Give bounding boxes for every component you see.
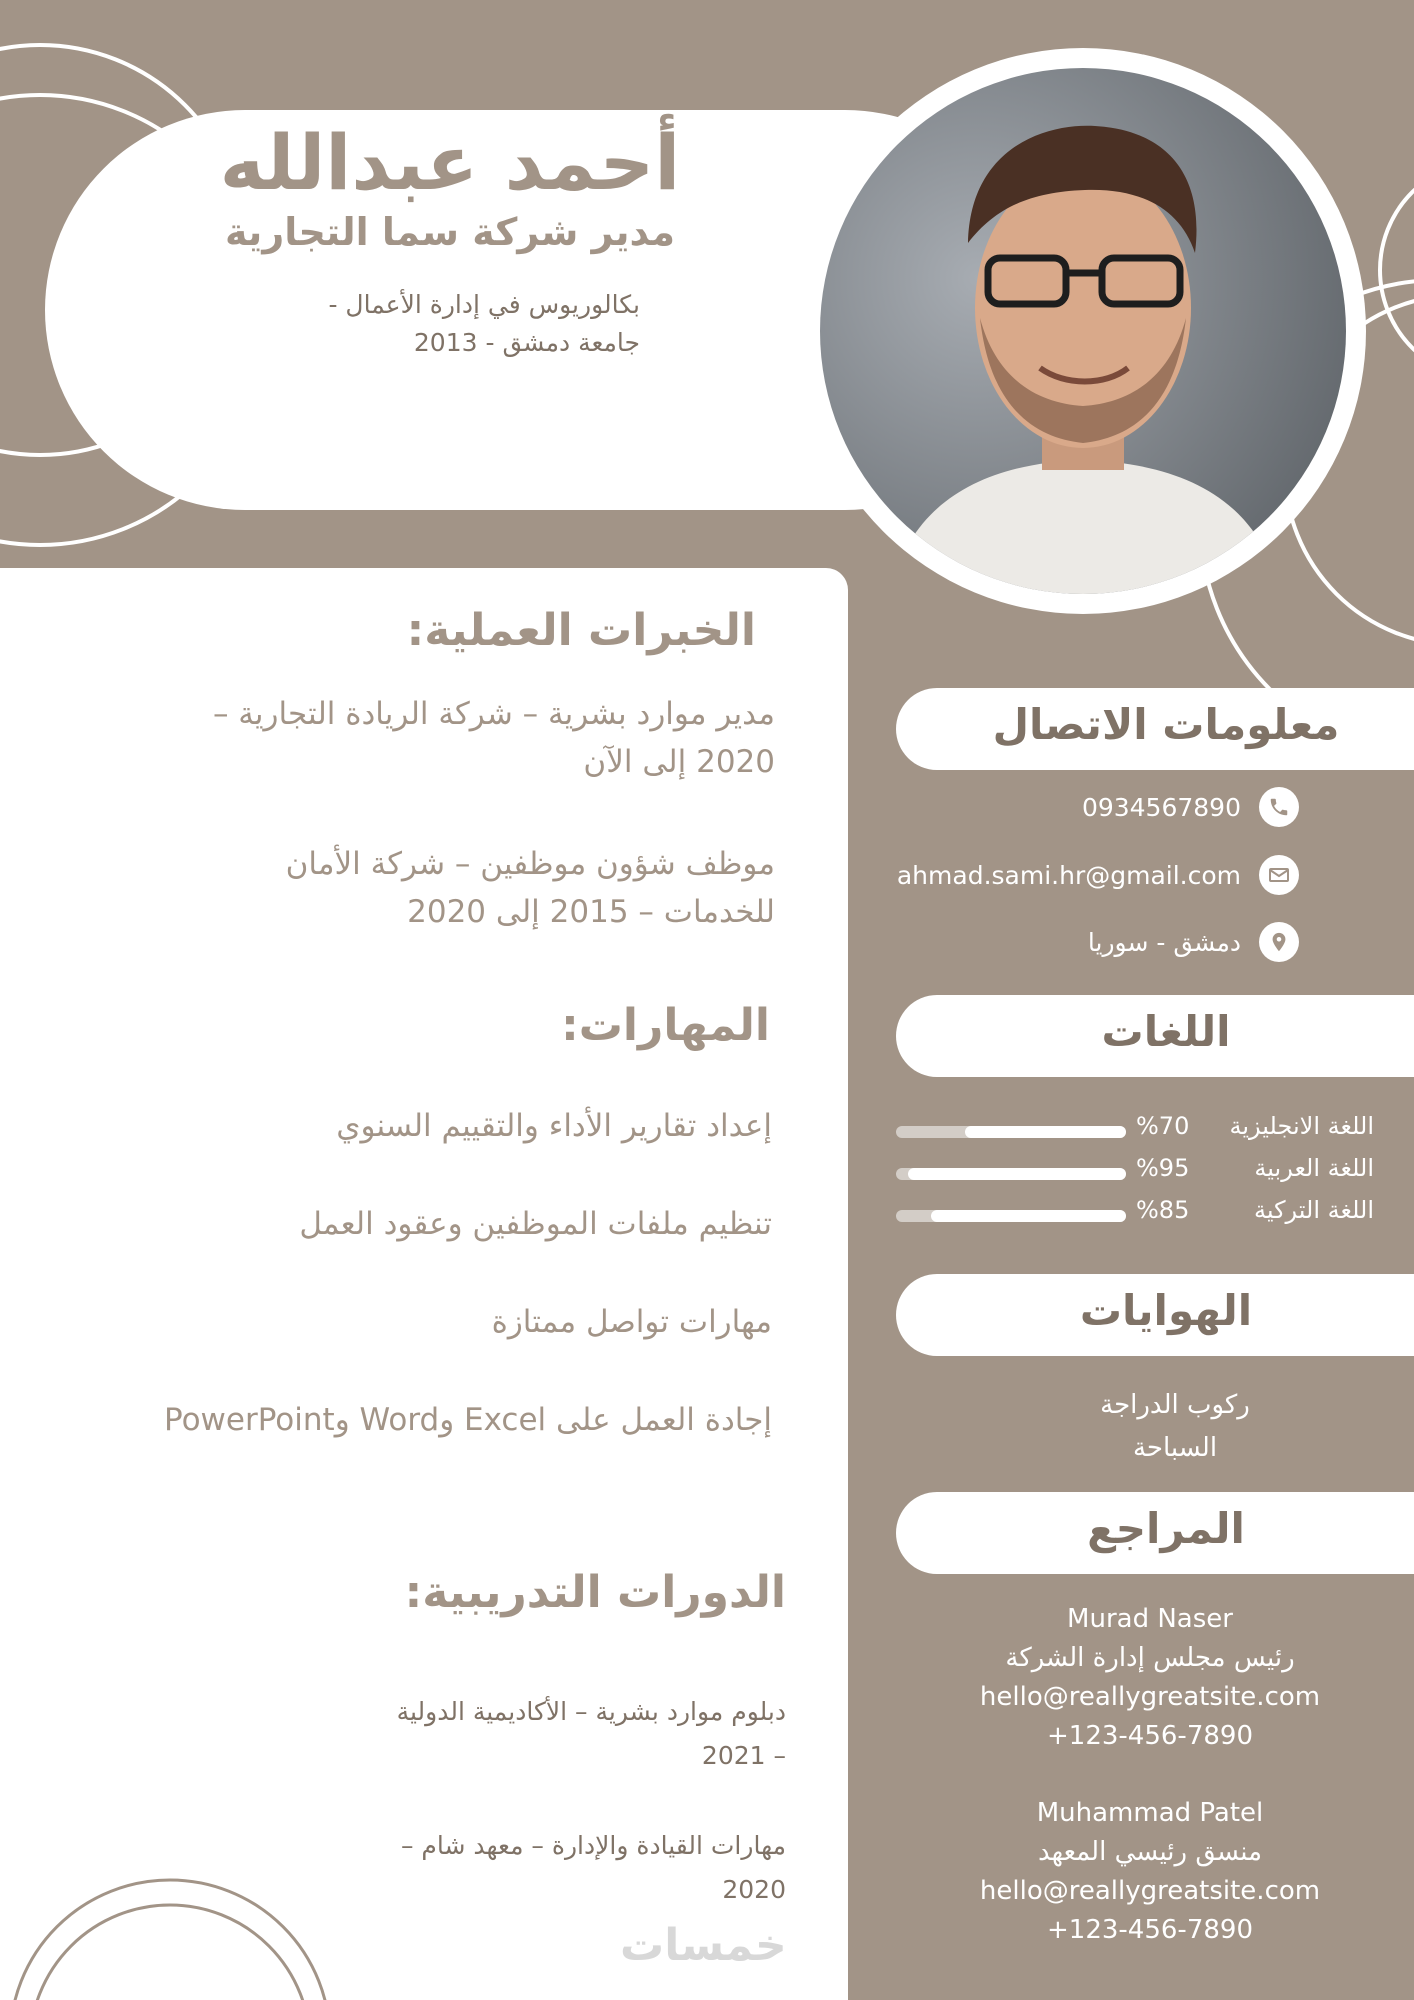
education-line-2: جامعة دمشق - 2013 xyxy=(413,328,640,357)
hobby-item: ركوب الدراجة xyxy=(1100,1390,1250,1420)
contact-title: معلومات الاتصال xyxy=(992,700,1340,749)
location-icon xyxy=(1259,922,1299,962)
hobby-item: السباحة xyxy=(1132,1433,1218,1463)
language-name: اللغة الانجليزية xyxy=(1229,1112,1374,1140)
reference-card xyxy=(900,1794,1400,1950)
reference-phone[interactable]: +123-456-7890 xyxy=(1047,1721,1253,1751)
education-line-1: بكالوريوس في إدارة الأعمال - xyxy=(328,290,640,319)
language-percent: %95 xyxy=(1136,1154,1190,1182)
language-row xyxy=(0,1196,1414,1236)
experience-title: الخبرات العملية: xyxy=(406,605,756,656)
reference-name: Murad Naser xyxy=(1067,1604,1233,1634)
experience-item: موظف شؤون موظفين – شركة الأمان للخدمات – 2015 إلى 2020 xyxy=(285,846,775,930)
skill-item: تنظيم ملفات الموظفين وعقود العمل xyxy=(299,1206,772,1242)
contact-location-row xyxy=(1088,922,1299,962)
watermark: خمسات xyxy=(620,1920,787,1971)
language-row xyxy=(0,1154,1414,1194)
skill-item: إعداد تقارير الأداء والتقييم السنوي xyxy=(336,1108,772,1144)
language-bar xyxy=(896,1126,1126,1138)
contact-phone-row xyxy=(1082,787,1299,827)
bottom-left-decoration xyxy=(0,1840,360,2000)
language-bar-fill xyxy=(931,1210,1127,1222)
language-bar xyxy=(896,1168,1126,1180)
references-title: المراجع xyxy=(1087,1504,1245,1553)
language-row xyxy=(0,1112,1414,1152)
skill-item: مهارات تواصل ممتازة xyxy=(491,1304,772,1340)
email-icon xyxy=(1259,855,1299,895)
skills-title: المهارات: xyxy=(561,1000,770,1051)
job-title: مدير شركة سما التجارية xyxy=(225,210,675,254)
reference-position: رئيس مجلس إدارة الشركة xyxy=(1005,1643,1295,1673)
reference-email[interactable]: hello@reallygreatsite.com xyxy=(979,1682,1321,1712)
language-bar xyxy=(896,1210,1126,1222)
reference-phone[interactable]: +123-456-7890 xyxy=(1047,1915,1253,1945)
profile-photo xyxy=(820,68,1346,594)
language-bar-fill xyxy=(908,1168,1127,1180)
experience-item: مدير موارد بشرية – شركة الريادة التجارية – 2020 إلى الآن xyxy=(212,696,775,780)
contact-email-row xyxy=(897,855,1299,895)
language-name: اللغة العربية xyxy=(1254,1154,1374,1182)
phone-icon xyxy=(1259,787,1299,827)
languages-title: اللغات xyxy=(1101,1007,1231,1056)
contact-phone[interactable]: 0934567890 xyxy=(1081,792,1241,822)
education xyxy=(280,286,640,362)
reference-card xyxy=(900,1600,1400,1756)
courses-title: الدورات التدريبية: xyxy=(404,1567,786,1618)
language-bar-fill xyxy=(965,1126,1126,1138)
language-percent: %70 xyxy=(1136,1112,1190,1140)
reference-email[interactable]: hello@reallygreatsite.com xyxy=(979,1876,1321,1906)
language-percent: %85 xyxy=(1136,1196,1190,1224)
contact-location: دمشق - سوريا xyxy=(1087,927,1241,957)
hobbies-title: الهوايات xyxy=(1079,1286,1253,1335)
skill-item: إجادة العمل على Excel وWord وPowerPoint xyxy=(163,1402,772,1438)
reference-name: Muhammad Patel xyxy=(1036,1798,1264,1828)
person-name: أحمد عبدالله xyxy=(219,118,681,207)
contact-email[interactable]: ahmad.sami.hr@gmail.com xyxy=(896,860,1241,890)
course-item: دبلوم موارد بشرية – الأكاديمية الدولية – 2021 xyxy=(396,1697,786,1770)
language-name: اللغة التركية xyxy=(1254,1196,1374,1224)
course-item: مهارات القيادة والإدارة – معهد شام – 2020 xyxy=(400,1831,786,1904)
reference-position: منسق رئيسي المعهد xyxy=(1037,1837,1263,1867)
